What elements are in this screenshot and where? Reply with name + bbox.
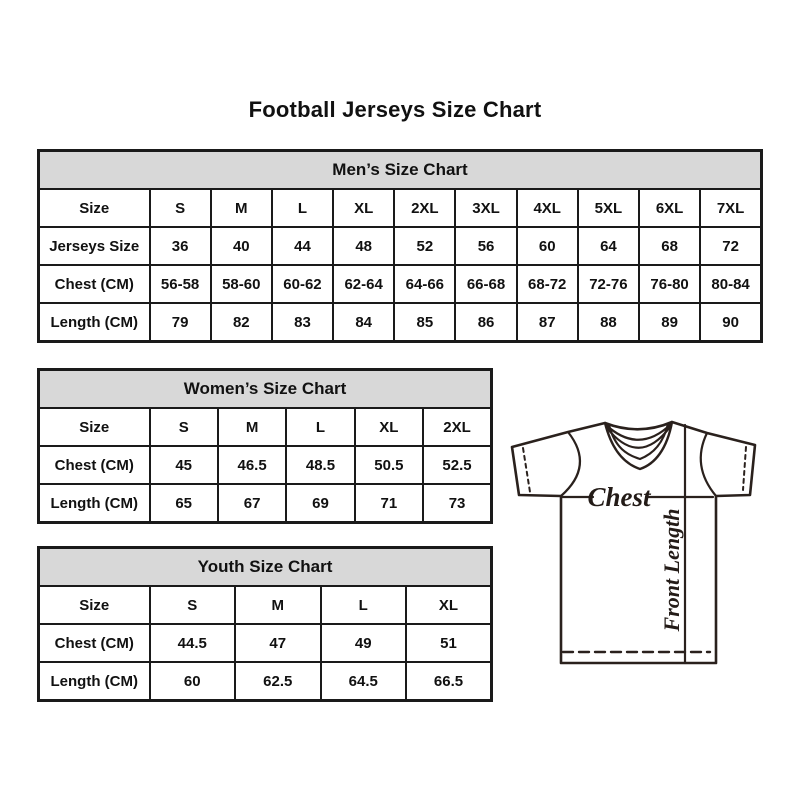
value-cell: 48 xyxy=(333,227,394,265)
value-cell: 60 xyxy=(517,227,578,265)
value-cell: 67 xyxy=(218,484,286,523)
table-row xyxy=(39,303,762,342)
value-cell: 86 xyxy=(455,303,516,342)
mens-size-table xyxy=(37,149,763,343)
value-cell: S xyxy=(150,408,218,446)
value-cell: M xyxy=(211,189,272,227)
value-cell: 84 xyxy=(333,303,394,342)
row-header-cell: Length (CM) xyxy=(39,662,150,701)
row-header-cell: Length (CM) xyxy=(39,303,150,342)
value-cell: 46.5 xyxy=(218,446,286,484)
value-cell: 69 xyxy=(286,484,354,523)
value-cell: 64-66 xyxy=(394,265,455,303)
value-cell: 48.5 xyxy=(286,446,354,484)
left-sleeve-dash xyxy=(523,448,530,492)
value-cell: 89 xyxy=(639,303,700,342)
row-header-cell: Size xyxy=(39,189,150,227)
table-title: Men’s Size Chart xyxy=(39,151,762,190)
value-cell: L xyxy=(321,586,407,624)
value-cell: 66.5 xyxy=(406,662,492,701)
value-cell: L xyxy=(272,189,333,227)
value-cell: 68-72 xyxy=(517,265,578,303)
value-cell: 71 xyxy=(355,484,423,523)
value-cell: 3XL xyxy=(455,189,516,227)
value-cell: 44.5 xyxy=(150,624,236,662)
value-cell: XL xyxy=(333,189,394,227)
value-cell: 85 xyxy=(394,303,455,342)
value-cell: 82 xyxy=(211,303,272,342)
value-cell: 7XL xyxy=(700,189,761,227)
value-cell: 64 xyxy=(578,227,639,265)
value-cell: 73 xyxy=(423,484,491,523)
right-sleeve-dash xyxy=(743,447,746,490)
row-header-cell: Jerseys Size xyxy=(39,227,150,265)
value-cell: M xyxy=(235,586,321,624)
value-cell: 45 xyxy=(150,446,218,484)
table-title-row xyxy=(39,151,762,190)
table-title-row xyxy=(39,370,492,409)
value-cell: 4XL xyxy=(517,189,578,227)
table-row xyxy=(39,408,492,446)
table-title: Women’s Size Chart xyxy=(39,370,492,409)
row-header-cell: Size xyxy=(39,408,150,446)
chest-label: Chest xyxy=(587,482,651,512)
value-cell: 65 xyxy=(150,484,218,523)
table-row xyxy=(39,189,762,227)
value-cell: S xyxy=(150,586,236,624)
table-row xyxy=(39,265,762,303)
value-cell: 56-58 xyxy=(150,265,211,303)
value-cell: 88 xyxy=(578,303,639,342)
value-cell: 68 xyxy=(639,227,700,265)
youth-size-table xyxy=(37,546,493,702)
value-cell: 62-64 xyxy=(333,265,394,303)
jersey-measurement-diagram xyxy=(505,412,765,667)
value-cell: 64.5 xyxy=(321,662,407,701)
value-cell: 44 xyxy=(272,227,333,265)
value-cell: 83 xyxy=(272,303,333,342)
value-cell: M xyxy=(218,408,286,446)
row-header-cell: Size xyxy=(39,586,150,624)
value-cell: XL xyxy=(406,586,492,624)
value-cell: 5XL xyxy=(578,189,639,227)
table-row xyxy=(39,446,492,484)
right-armhole-seam xyxy=(701,433,716,496)
value-cell: 72-76 xyxy=(578,265,639,303)
value-cell: 90 xyxy=(700,303,761,342)
table-row xyxy=(39,227,762,265)
value-cell: 51 xyxy=(406,624,492,662)
value-cell: 52.5 xyxy=(423,446,491,484)
table-title-row xyxy=(39,548,492,587)
row-header-cell: Chest (CM) xyxy=(39,446,150,484)
value-cell: 80-84 xyxy=(700,265,761,303)
row-header-cell: Length (CM) xyxy=(39,484,150,523)
table-row xyxy=(39,624,492,662)
table-row xyxy=(39,586,492,624)
value-cell: 50.5 xyxy=(355,446,423,484)
page-title: Football Jerseys Size Chart xyxy=(248,97,542,122)
value-cell: L xyxy=(286,408,354,446)
value-cell: 2XL xyxy=(423,408,491,446)
value-cell: 6XL xyxy=(639,189,700,227)
value-cell: 56 xyxy=(455,227,516,265)
value-cell: 79 xyxy=(150,303,211,342)
value-cell: 52 xyxy=(394,227,455,265)
value-cell: 60-62 xyxy=(272,265,333,303)
value-cell: 72 xyxy=(700,227,761,265)
value-cell: 36 xyxy=(150,227,211,265)
value-cell: 40 xyxy=(211,227,272,265)
left-armhole-seam xyxy=(561,432,580,496)
value-cell: S xyxy=(150,189,211,227)
front-length-label: Front Length xyxy=(659,508,684,632)
table-row xyxy=(39,484,492,523)
row-header-cell: Chest (CM) xyxy=(39,624,150,662)
row-header-cell: Chest (CM) xyxy=(39,265,150,303)
womens-size-table xyxy=(37,368,493,524)
value-cell: 66-68 xyxy=(455,265,516,303)
value-cell: 47 xyxy=(235,624,321,662)
value-cell: 76-80 xyxy=(639,265,700,303)
value-cell: XL xyxy=(355,408,423,446)
value-cell: 62.5 xyxy=(235,662,321,701)
value-cell: 87 xyxy=(517,303,578,342)
value-cell: 60 xyxy=(150,662,236,701)
value-cell: 2XL xyxy=(394,189,455,227)
value-cell: 58-60 xyxy=(211,265,272,303)
table-row xyxy=(39,662,492,701)
value-cell: 49 xyxy=(321,624,407,662)
table-title: Youth Size Chart xyxy=(39,548,492,587)
jersey-outline xyxy=(512,422,755,663)
